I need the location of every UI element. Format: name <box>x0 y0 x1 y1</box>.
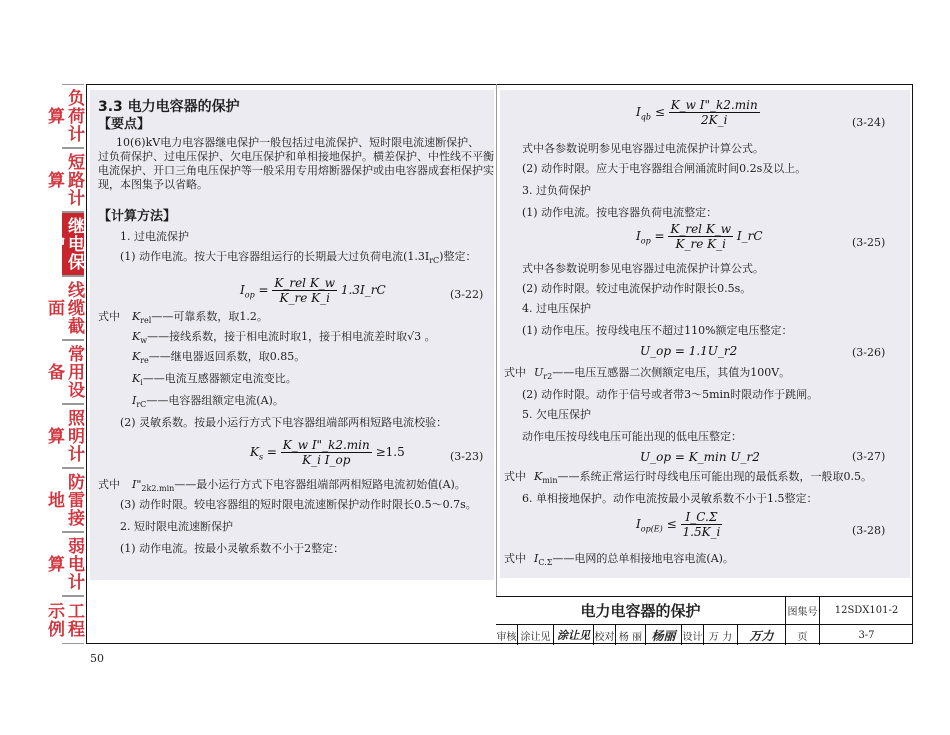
r-line-12: 6. 单相接地保护。动作电流按最小灵敏系数不小于1.5整定： <box>522 492 818 505</box>
var-k-re: $K_{re}——$继电器返回系数，取0.85。 <box>132 350 306 366</box>
check-label: 校对 <box>594 625 616 645</box>
var-i-k2min: $I"_{2k2.min}——$最小运行方式下电容器组端部两相短路电流初始值(A)。 <box>132 478 466 494</box>
var-k-i: $K_i——$电流互感器额定电流变比。 <box>132 372 297 388</box>
atlas-number: 12SDX101-2 <box>820 597 913 625</box>
reviewer-name: 涂让见 <box>518 625 554 645</box>
var-k-rel: $K_{rel}——$可靠系数，取1.2。 <box>132 310 268 326</box>
designer-signature: 万力 <box>738 625 786 645</box>
checker-name: 杨 丽 <box>616 625 646 645</box>
r-line-3: 3. 过负荷保护 <box>522 184 591 197</box>
tab-common-equipment[interactable]: 常用设备 <box>62 340 84 404</box>
eq-number-3-23: (3-23) <box>450 450 484 463</box>
intro-line-1: 10(6)kV电力电容器继电保护一般包括过电流保护、短时限电流速断保护、 <box>116 136 480 149</box>
intro-line-2: 过负荷保护、过电压保护、欠电压保护和单相接地保护。横差保护、中性线不平衡 <box>98 150 494 163</box>
r-line-4: (1) 动作电流。按电容器负荷电流整定： <box>522 206 718 219</box>
page-label: 页 <box>786 625 820 645</box>
equation-3-25: $I_{op}$ = $\frac{\text{K\_rel K\_w}}{\text{K\_re K\_i}}$ I_rC <box>636 222 763 251</box>
where-label-5: 式中 <box>504 552 526 565</box>
tab-cable-section[interactable]: 线缆截面 <box>62 276 84 340</box>
var-i-c-sigma: $I_{C.\Sigma}——$电网的总单相接地电容电流(A)。 <box>534 552 734 568</box>
r-line-8: (1) 动作电压。按母线电压不超过110%额定电压整定： <box>522 324 793 337</box>
review-label: 审核 <box>496 625 518 645</box>
tab-load-calc[interactable]: 负荷计算 <box>62 84 84 148</box>
equation-3-23: $K_s$ = $\frac{\text{K\_w I"\_k2.min}}{\text{K\_i I\_op}}$ ≥1.5 <box>250 438 405 467</box>
equation-3-26: U_op = 1.1U_r2 <box>640 344 738 358</box>
r-line-2: (2) 动作时限。应大于电容器组合闸涌流时间0.2s及以上。 <box>522 162 807 175</box>
column-divider <box>496 84 497 596</box>
checker-signature: 杨丽 <box>646 625 682 645</box>
step-1-3: (3) 动作时限。较电容器组的短时限电流速断保护动作时限长0.5～0.7s。 <box>120 498 477 511</box>
eq-number-3-25: (3-25) <box>852 236 886 249</box>
reviewer-signature: 涂让见 <box>554 625 594 645</box>
r-line-6: (2) 动作时限。较过电流保护动作时限长0.5s。 <box>522 282 752 295</box>
var-i-rc: $I_{rC}——$电容器组额定电流(A)。 <box>132 394 284 410</box>
tab-lightning-grounding[interactable]: 防雷接地 <box>62 468 84 532</box>
r-line-9: (2) 动作时限。动作于信号或者带3～5min时限动作于跳闸。 <box>522 388 819 401</box>
r-line-5: 式中各参数说明参见电容器过电流保护计算公式。 <box>522 262 764 275</box>
eq-number-3-24: (3-24) <box>852 116 886 129</box>
section-title: 3.3 电力电容器的保护 <box>98 99 240 115</box>
designer-name: 万 力 <box>704 625 738 645</box>
r-line-11: 动作电压按母线电压可能出现的低电压整定： <box>522 430 742 443</box>
step-2-title: 2. 短时限电流速断保护 <box>120 520 233 533</box>
sheet-number: 3-7 <box>858 629 875 641</box>
eq-number-3-28: (3-28) <box>852 524 886 537</box>
tab-project-examples[interactable]: 工程示例 <box>62 596 84 644</box>
tab-relay-protection[interactable]: 继电保护 <box>62 212 84 276</box>
calc-heading: 【计算方法】 <box>98 209 177 224</box>
side-tab-bar <box>44 84 84 644</box>
intro-line-3: 电流保护、开口三角电压保护等一般采用专用熔断器保护或由电容器成套柜保护实 <box>98 164 494 177</box>
page-number: 50 <box>90 652 104 665</box>
eq-number-3-27: (3-27) <box>852 450 886 463</box>
step-1-2: (2) 灵敏系数。按最小运行方式下电容器组端部两相短路电流校验： <box>120 416 448 429</box>
eq-number-3-26: (3-26) <box>852 346 886 359</box>
equation-3-27: U_op = K_min U_r2 <box>640 450 760 464</box>
step-1-1: (1) 动作电流。按大于电容器组运行的长期最大过负荷电流$(1.3I_{rC})$整定： <box>120 250 477 266</box>
var-k-min: $K_{min}——$系统正常运行时母线电压可能出现的最低系数，一般取0.5。 <box>534 470 873 486</box>
where-label-2: 式中 <box>98 478 120 491</box>
where-label-4: 式中 <box>504 470 526 483</box>
where-label-3: 式中 <box>504 366 526 379</box>
atlas-label: 图集号 <box>786 597 820 625</box>
r-line-1: 式中各参数说明参见电容器过电流保护计算公式。 <box>522 142 764 155</box>
step-1-title: 1. 过电流保护 <box>120 230 189 243</box>
title-block <box>496 596 913 645</box>
tab-low-voltage[interactable]: 弱电计算 <box>62 532 84 596</box>
tab-short-circuit[interactable]: 短路计算 <box>62 148 84 212</box>
tab-lighting[interactable]: 照明计算 <box>62 404 84 468</box>
design-label: 设计 <box>682 625 704 645</box>
r-line-7: 4. 过电压保护 <box>522 302 591 315</box>
step-2-1: (1) 动作电流。按最小灵敏系数不小于2整定： <box>120 542 345 555</box>
r-line-10: 5. 欠电压保护 <box>522 408 591 421</box>
equation-3-22: $I_{op}$ = $\frac{\text{K\_rel K\_w}}{\text{K\_re K\_i}}$ 1.3I_rC <box>240 276 386 305</box>
var-u-r2: $U_{r2}——$电压互感器二次侧额定电压，其值为100V。 <box>534 366 791 382</box>
equation-3-24: $I_{qb}$ ≤ $\frac{\text{K\_w I"\_k2.min}}{2K\_i}$ <box>636 98 758 127</box>
where-label-1: 式中 <box>98 310 120 323</box>
equation-3-28: $I_{op(E)}$ ≤ $\frac{I\_C.\Sigma}{1.5K\_i}$ <box>636 510 721 539</box>
intro-line-4: 现，本图集予以省略。 <box>98 178 208 191</box>
var-k-w: $K_w——$接线系数，接于相电流时取1，接于相电流差时取√3 。 <box>132 330 436 346</box>
eq-number-3-22: (3-22) <box>450 288 484 301</box>
drawing-title: 电力电容器的保护 <box>496 597 786 625</box>
key-points-heading: 【要点】 <box>98 117 151 132</box>
